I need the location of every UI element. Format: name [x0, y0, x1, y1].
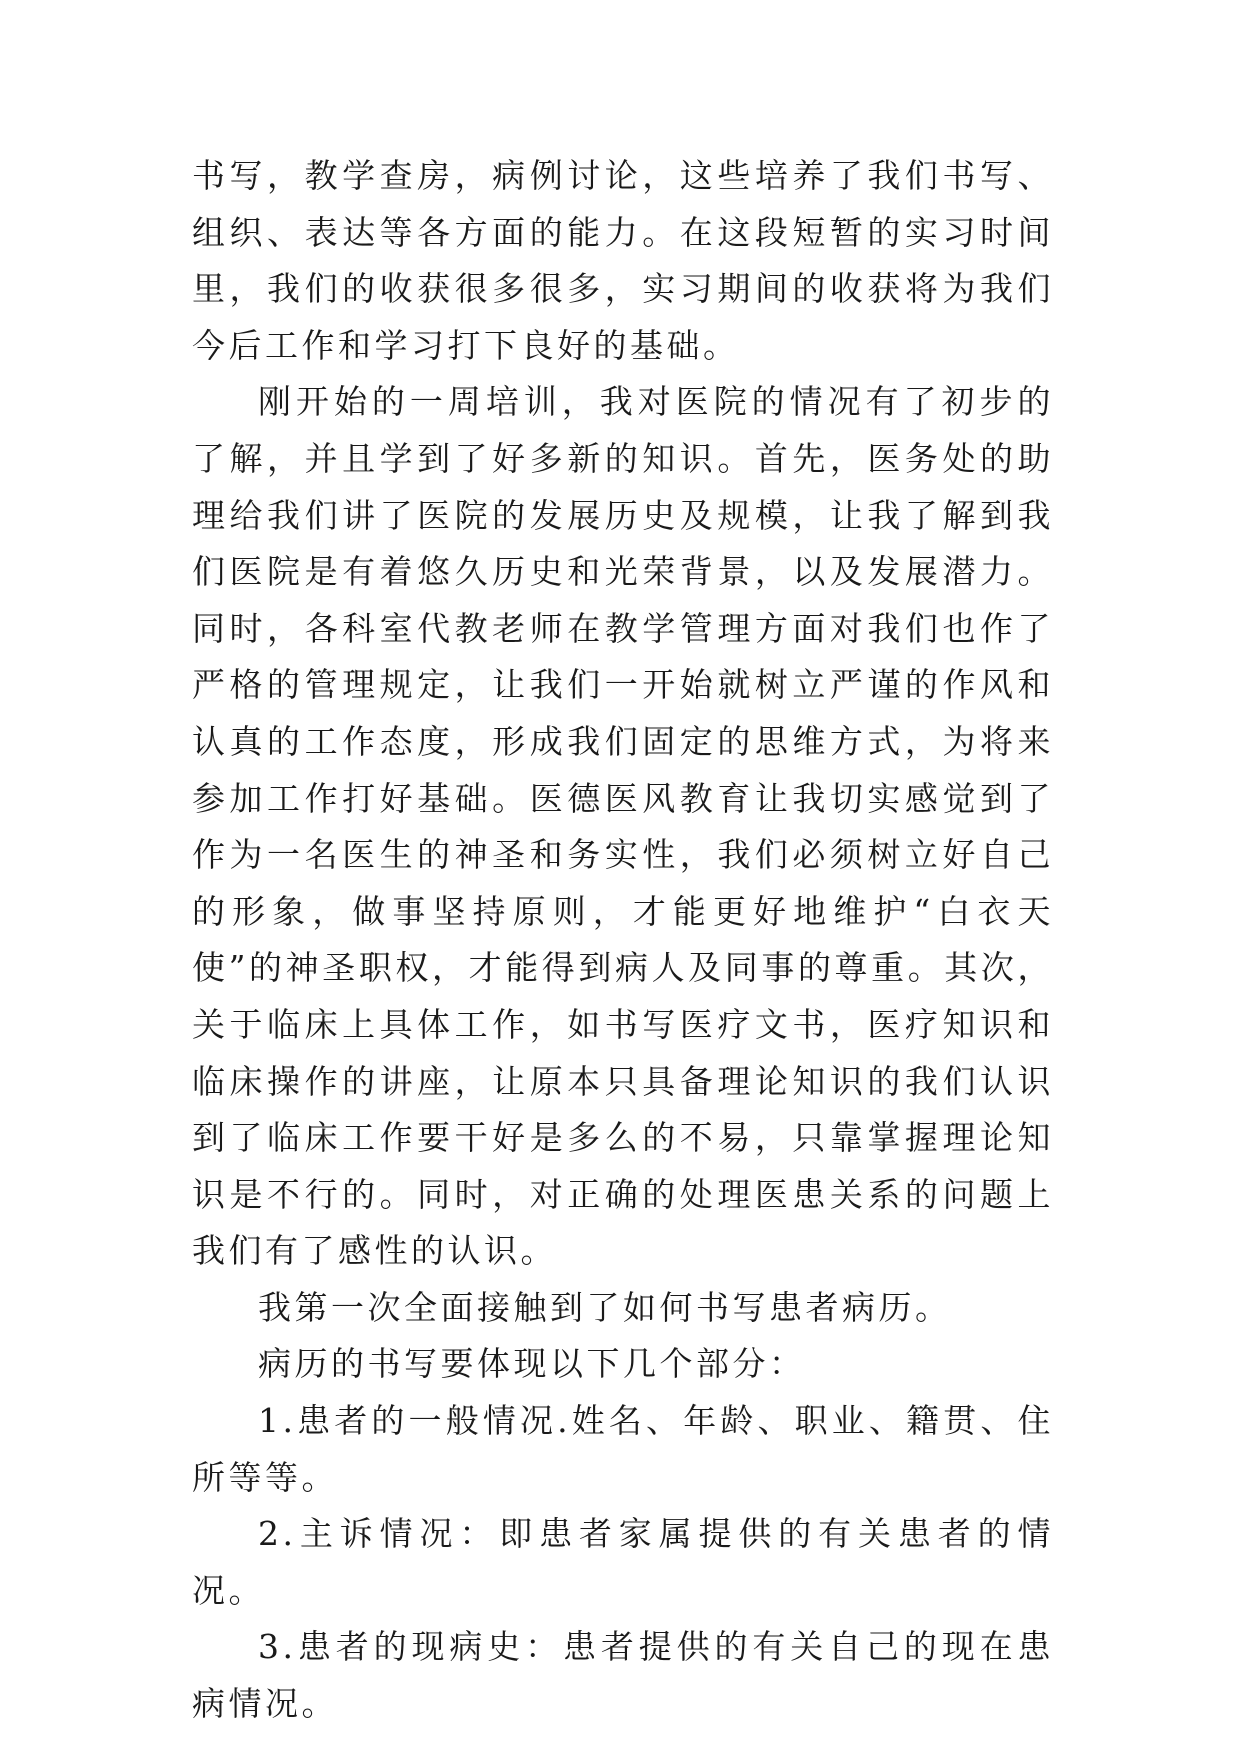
paragraph-2: 刚开始的一周培训，我对医院的情况有了初步的了解，并且学到了好多新的知识。首先，医务处的助理给我们讲了医院的发展历史及规模，让我了解到我们医院是有着悠久历史和光荣背景，以及发展潜力。同时，各科室代教老师在教学管理方面对我们也作了严格的管理规定，让我们一开始就树立严谨的作风和认真的工作态度，形成我们固定的思维方式，为将来参加工作打好基础。医德医风教育让我切实感觉到了作为一名医生的神圣和务实性，我们必须树立好自己的形象，做事坚持原则，才能更好地维护“白衣天使”的神圣职权，才能得到病人及同事的尊重。其次，关于临床上具体工作，如书写医疗文书，医疗知识和临床操作的讲座，让原本只具备理论知识的我们认识到了临床工作要干好是多么的不易，只靠掌握理论知识是不行的。同时，对正确的处理医患关系的问题上我们有了感性的认识。 — [192, 382, 1054, 1271]
paragraph-4: 病历的书写要体现以下几个部分： — [258, 1344, 806, 1384]
paragraph-7: 3.患者的现病史：患者提供的有关自己的现在患病情况。 — [192, 1627, 1054, 1724]
paragraph-6: 2.主诉情况：即患者家属提供的有关患者的情况。 — [192, 1514, 1054, 1610]
document-body — [192, 148, 1054, 1733]
paragraph-1: 书写，教学查房，病例讨论，这些培养了我们书写、组织、表达等各方面的能力。在这段短暂的实习时间里，我们的收获很多很多，实习期间的收获将为我们今后工作和学习打下良好的基础。 — [192, 156, 1054, 365]
paragraph-5: 1.患者的一般情况.姓名、年龄、职业、籍贯、住所等等。 — [192, 1401, 1054, 1497]
paragraph-3: 我第一次全面接触到了如何书写患者病历。 — [258, 1287, 952, 1327]
